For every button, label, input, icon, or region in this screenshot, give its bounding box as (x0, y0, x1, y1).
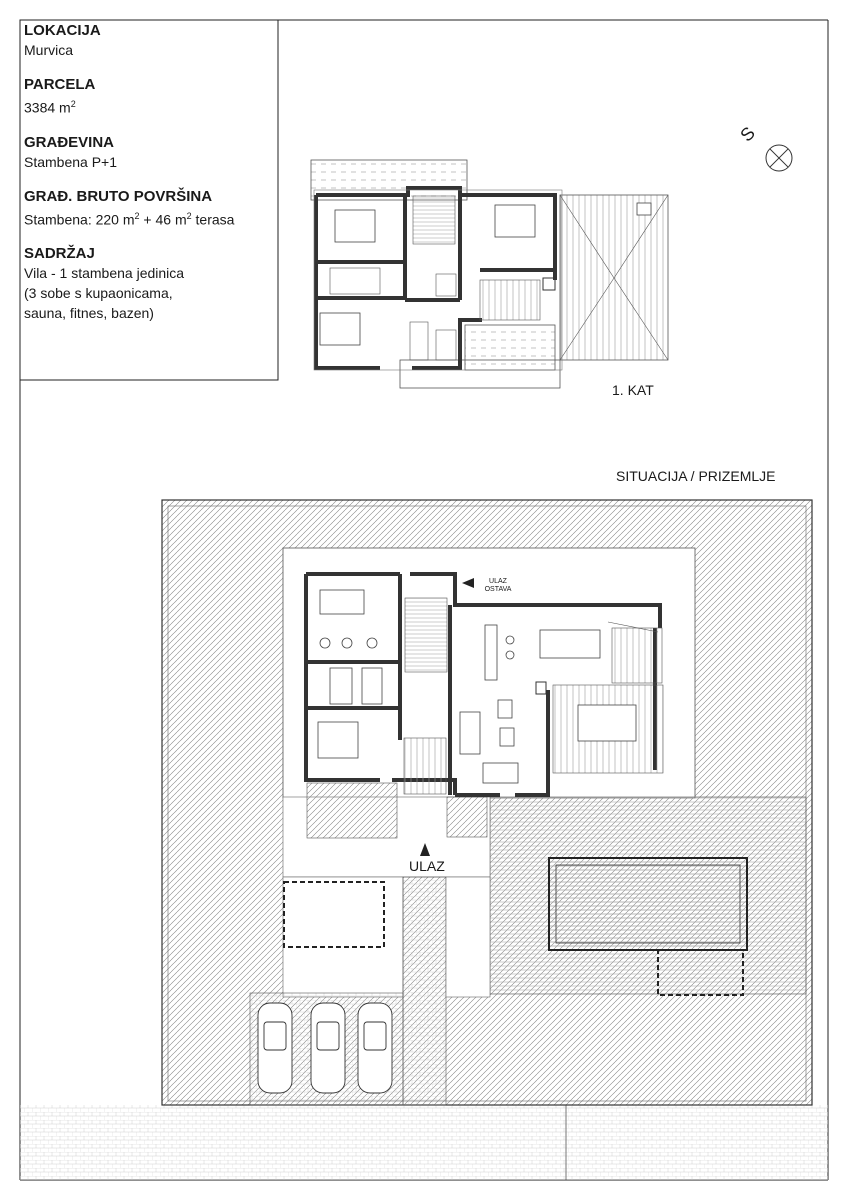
building-label: GRAĐEVINA (24, 133, 115, 151)
storage-entrance-label: ULAZ OSTAVA (484, 578, 512, 593)
building-value: Stambena P+1 (24, 153, 118, 170)
bed-3 (320, 313, 360, 345)
bathroom-1 (330, 268, 380, 294)
bathroom-2 (436, 274, 456, 296)
area-value: Stambena: 220 $m^2 + 46$ $m^2$ terasa (24, 210, 235, 228)
content-line-2: (3 sobe s kupaonicama, (24, 285, 173, 302)
bathroom-4 (436, 330, 456, 360)
north-arrow-icon (766, 145, 792, 171)
entrance-path (403, 877, 446, 1105)
north-letter: S (736, 122, 759, 146)
ground-floor-stairs (405, 598, 447, 672)
ground-chimney (536, 682, 546, 694)
location-label: LOKACIJA (24, 22, 101, 39)
south-terrace (465, 325, 555, 370)
content-label: SADRŽAJ (24, 245, 95, 263)
bed-2 (495, 205, 535, 237)
content-line-1: Vila - 1 stambena jedinica (24, 265, 185, 282)
first-floor-balcony-stairs (480, 280, 540, 320)
parcel-label: PARCELA (24, 76, 96, 93)
street (20, 1105, 828, 1180)
main-entrance-label: ULAZ (409, 858, 445, 874)
project-info-panel (24, 22, 274, 339)
bathroom-3 (410, 322, 428, 360)
site-plan-label: SITUACIJA / PRIZEMLJE (616, 468, 776, 484)
pool (549, 858, 747, 950)
entrance-steps (404, 738, 446, 794)
car-icons (258, 1003, 392, 1093)
location-value: Murvica (24, 42, 74, 58)
area-label: GRAĐ. BRUTO POVRŠINA (24, 187, 213, 205)
content-line-3: sauna, fitnes, bazen) (24, 305, 154, 322)
parcel-value: 3384 $m^2$ (24, 99, 76, 116)
east-roof (560, 195, 668, 360)
first-floor-plan (311, 160, 668, 388)
first-floor-stairs (413, 196, 455, 244)
bed-1 (335, 210, 375, 242)
first-floor-label: 1. KAT (612, 382, 654, 398)
